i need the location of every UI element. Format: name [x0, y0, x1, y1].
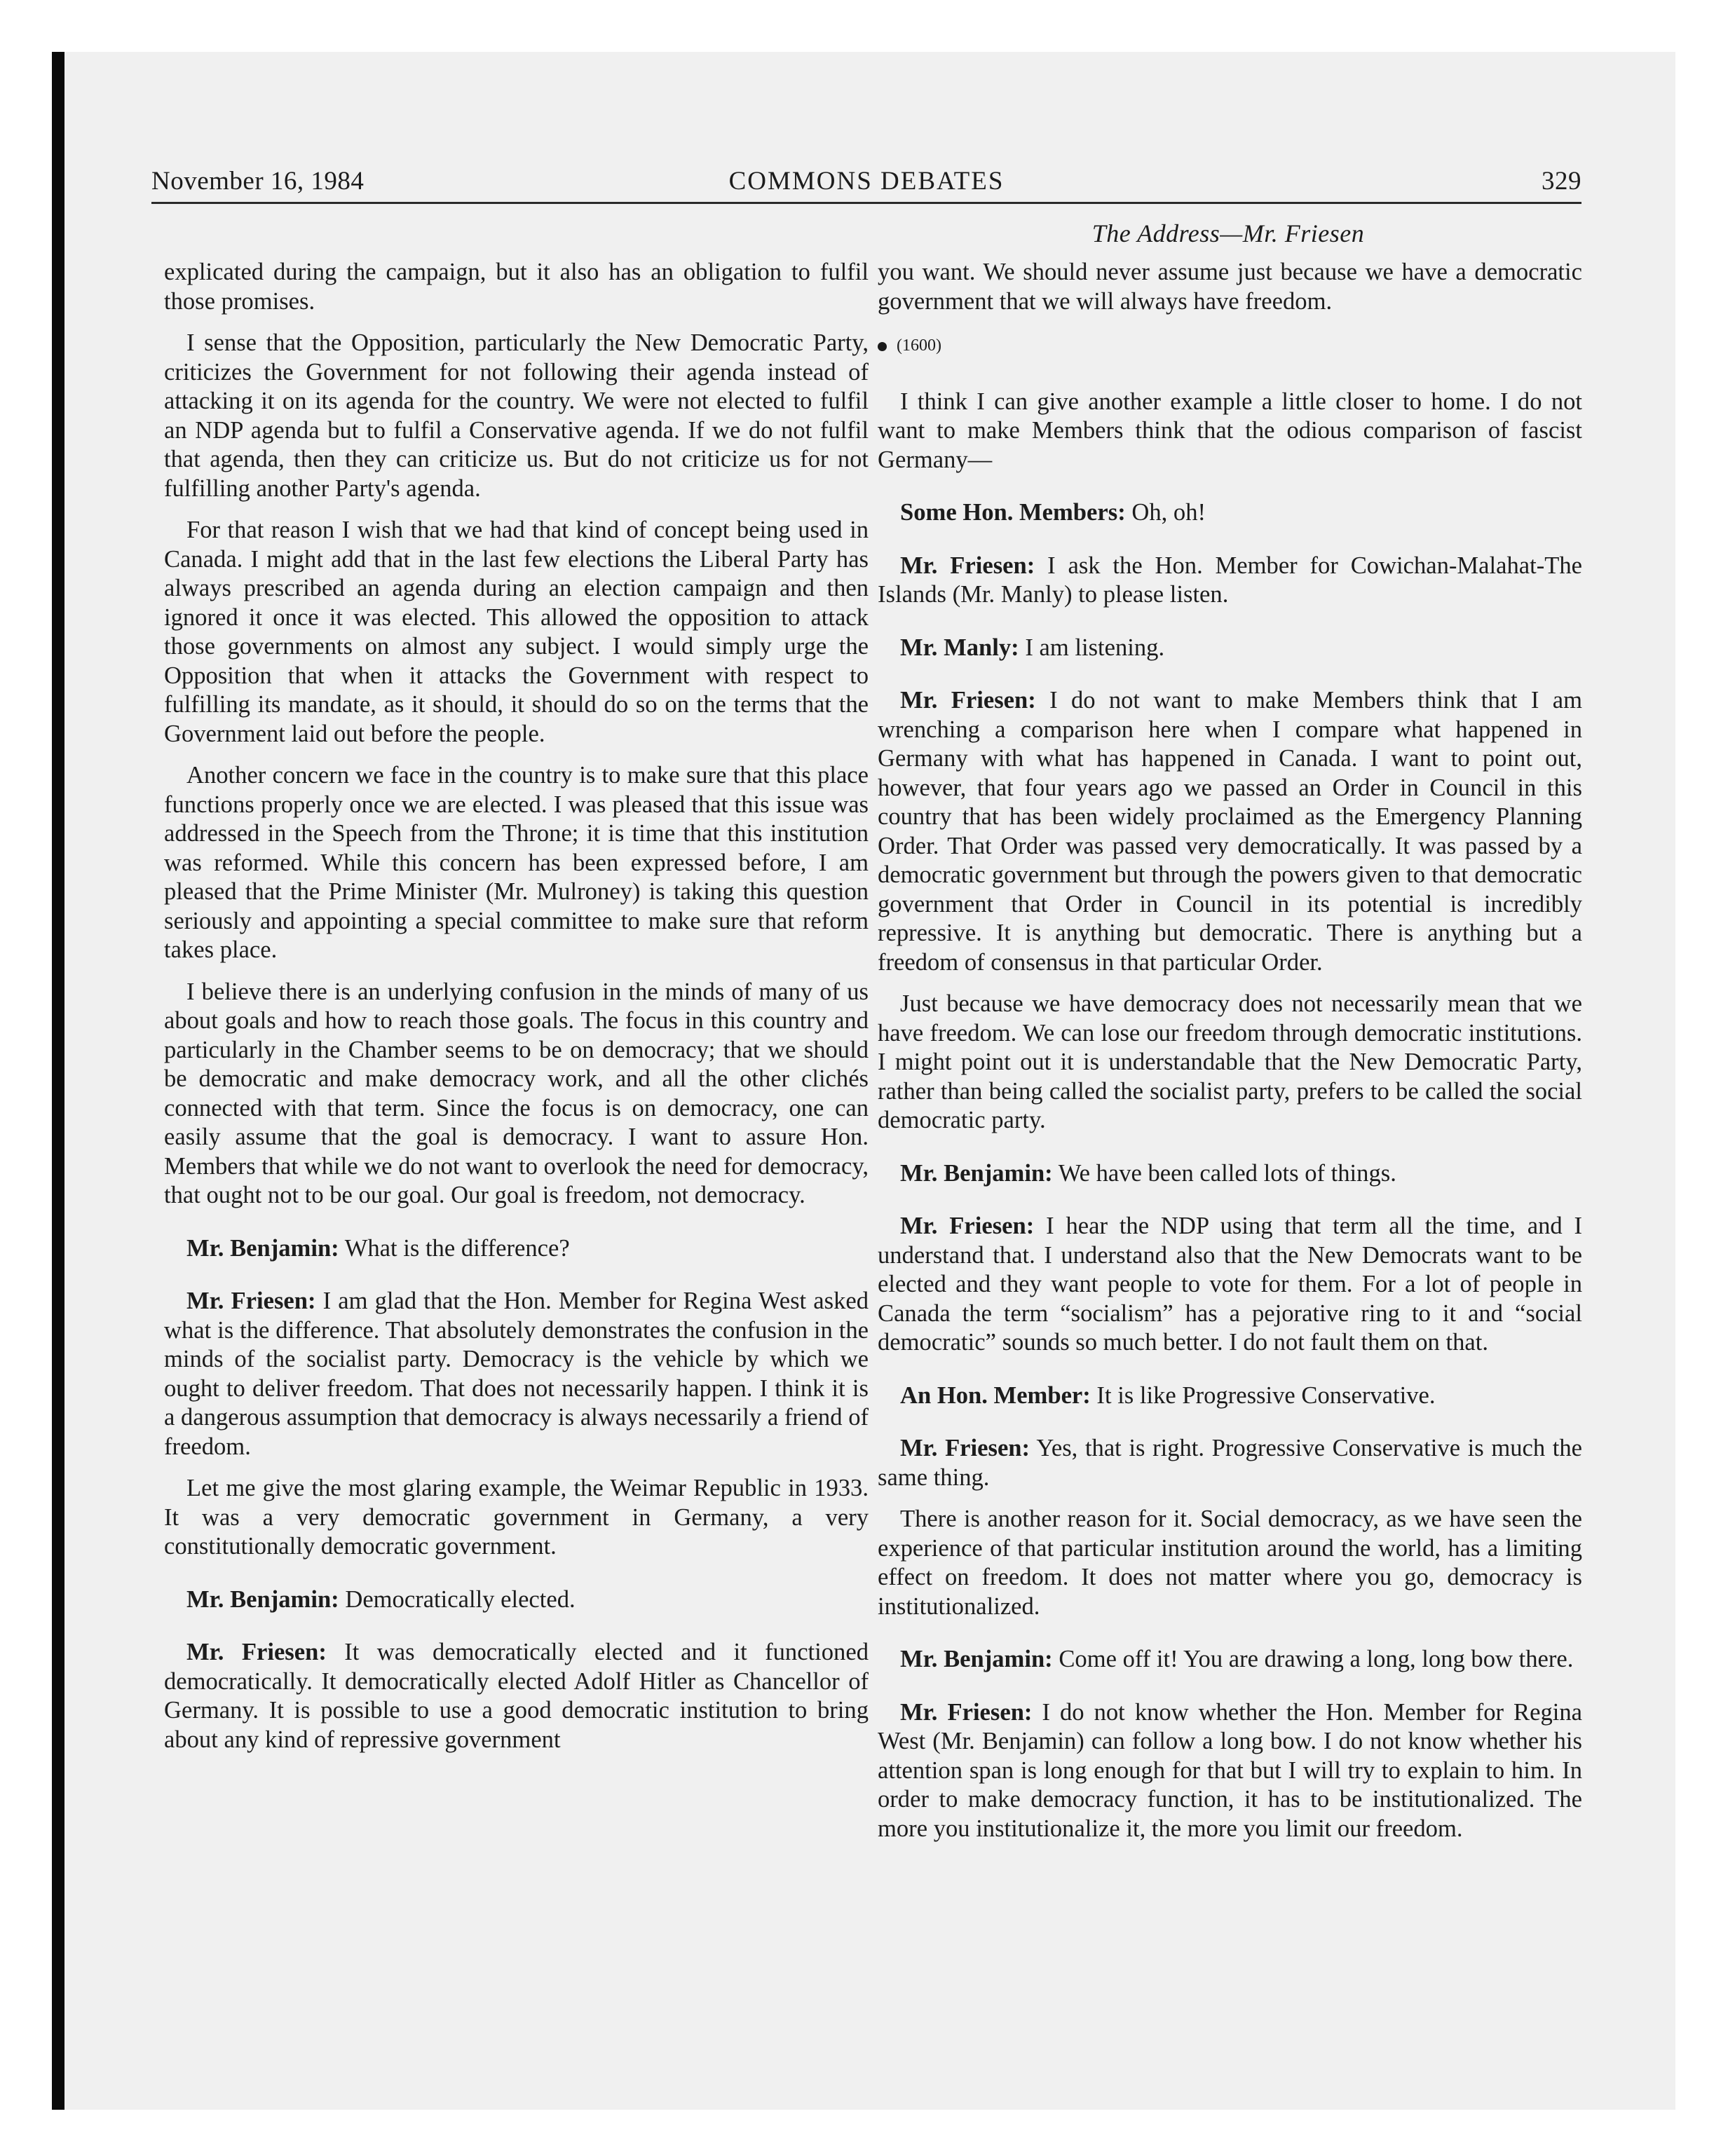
paragraph: you want. We should never assume just because we have a democratic government that we will always have freedom. — [878, 259, 1582, 315]
bullet-icon — [878, 342, 887, 351]
speech — [878, 552, 1582, 610]
speech-text: I do not know whether the Hon. Member for Regina West (Mr. Benjamin) can follow a long bow. I do not know whether his attention span is long enough for that but I will try to explain to him. In order to make democracy function, it has to be institutionalized. The more you institutionalize it, the more you limit our freedom. — [878, 1698, 1582, 1842]
paragraph: Another concern we face in the country is to make sure that this place functions properly once we are elected. I was pleased that this issue was addressed in the Speech from the Throne; it is time that this institution was reformed. While this concern has been expressed before, I am pleased that the Prime Minister (Mr. Mulroney) is taking this question seriously and appointing a special committee to make sure that reform takes place. — [164, 762, 869, 963]
speech-text: We have been called lots of things. — [1052, 1159, 1396, 1187]
speech-text: I ask the Hon. Member for Cowichan-Malahat-The Islands (Mr. Manly) to please listen. — [878, 552, 1582, 608]
speech — [878, 1698, 1582, 1844]
left-column — [164, 258, 869, 1778]
header-publication: COMMONS DEBATES — [728, 167, 1005, 196]
speech-text: Oh, oh! — [1125, 499, 1206, 526]
speech — [164, 1585, 869, 1615]
paragraph: For that reason I wish that we had that kind of concept being used in Canada. I might add that in the last few elections the Liberal Party has always prescribed an agenda during an election campaign and then ignored it once it was elected. This allowed the opposition to attack those governments on almost any subject. I would simply urge the Opposition that when it attacks the Government with respect to fulfilling its mandate, as it should, it should do so on the terms that the Government laid out before the people. — [164, 517, 869, 747]
paragraph: There is another reason for it. Social democracy, as we have seen the experience of that particular institution around the world, has a limiting effect on freedom. It does not matter where you go, democracy is institutionalized. — [878, 1506, 1582, 1620]
paragraph: explicated during the campaign, but it also has an obligation to fulfil those promises. — [164, 259, 869, 315]
paragraph: I think I can give another example a little closer to home. I do not want to make Members think that the odious comparison of fascist Germany— — [878, 388, 1582, 473]
speaker-name: Mr. Friesen: — [186, 1639, 327, 1665]
speech — [878, 498, 1582, 528]
speech — [878, 1159, 1582, 1189]
speaker-name: Mr. Friesen: — [900, 1698, 1033, 1726]
speech — [878, 1212, 1582, 1358]
speaker-name: Some Hon. Members: — [900, 499, 1126, 526]
timestamp — [878, 332, 1582, 361]
speech-text: Come off it! You are drawing a long, long bow there. — [1052, 1646, 1574, 1672]
paragraph: Let me give the most glaring example, the Weimar Republic in 1933. It was a very democratic government in Germany, a very constitutionally democratic government. — [164, 1475, 869, 1560]
speech-text: I am glad that the Hon. Member for Regina West asked what is the difference. That absolutely demonstrates the confusion in the minds of the socialist party. Democracy is the vehicle by which we ought to deliver freedom. That does not necessarily happen. I think it is a dangerous assumption that democracy is always necessarily a friend of freedom. — [164, 1288, 869, 1460]
speaker-name: Mr. Friesen: — [900, 1213, 1035, 1239]
speaker-name: Mr. Benjamin: — [186, 1585, 339, 1613]
speech-text: I am listening. — [1019, 634, 1165, 661]
speech — [878, 1381, 1582, 1411]
speech-text: It is like Progressive Conservative. — [1090, 1381, 1436, 1409]
speech-text: I do not want to make Members think that I am wrenching a comparison here when I compare what happened in Germany with what has happened in Canada. I want to point out, however, that four years ago we passed an Order in Council in this country that has been widely proclaimed as the Emergency Planning Order. That Order was passed very democratically. It was passed by a democratic government but through the powers given to that democratic government that Order in Council in its potential is incredibly repressive. It is anything but democratic. There is anything but a freedom of consensus in that particular Order. — [878, 687, 1582, 976]
header-date: November 16, 1984 — [151, 167, 365, 196]
speaker-name: Mr. Benjamin: — [900, 1159, 1053, 1187]
speaker-name: Mr. Manly: — [900, 634, 1019, 661]
page-number: 329 — [1542, 167, 1581, 196]
speech-text: Yes, that is right. Progressive Conservative is much the same thing. — [878, 1435, 1582, 1491]
paragraph: Just because we have democracy does not necessarily mean that we have freedom. We can lose our freedom through democratic institutions. I might point out it is understandable that the New Democratic Party, rather than being called the socialist party, prefers to be called the social democratic party. — [878, 990, 1582, 1133]
speech — [878, 1434, 1582, 1492]
speech — [878, 1645, 1582, 1674]
paragraph: I sense that the Opposition, particularly the New Democratic Party, criticizes the Government for not following their agenda instead of attacking it on its agenda for the country. We were not elected to fulfil an NDP agenda but to fulfil a Conservative agenda. If we do not fulfil that agenda, then they can criticize us. But do not criticize us for not fulfilling another Party's agenda. — [164, 329, 869, 502]
speaker-name: Mr. Friesen: — [900, 687, 1036, 714]
running-header — [151, 163, 1581, 204]
speaker-name: Mr. Friesen: — [900, 552, 1035, 579]
speech — [878, 686, 1582, 977]
speech-text: It was democratically elected and it functioned democratically. It democratically elected Adolf Hitler as Chancellor of Germany. It is possible to use a good democratic institution to bring about any kind of repressive government — [164, 1639, 869, 1753]
page-binding-edge — [52, 52, 64, 2110]
speech — [878, 634, 1582, 663]
paragraph: I believe there is an underlying confusion in the minds of many of us about goals and how to reach those goals. The focus in this country and particularly in the Chamber seems to be on democracy; that we should be democratic and make democracy work, and all the other clichés connected with that term. Since the focus is on democracy, one can easily assume that the goal is democracy. I want to assure Hon. Members that while we do not want to overlook the need for democracy, that ought not to be our goal. Our goal is freedom, not democracy. — [164, 978, 869, 1208]
section-title: The Address—Mr. Friesen — [1091, 219, 1365, 247]
speaker-name: An Hon. Member: — [900, 1381, 1091, 1409]
timestamp-text: (1600) — [897, 336, 941, 355]
right-column — [878, 258, 1582, 1867]
speaker-name: Mr. Friesen: — [186, 1288, 316, 1314]
speech-text: What is the difference? — [339, 1234, 570, 1262]
speech — [164, 1287, 869, 1461]
speaker-name: Mr. Benjamin: — [900, 1646, 1053, 1672]
speech — [164, 1638, 869, 1754]
speech-text: Democratically elected. — [339, 1585, 576, 1613]
speaker-name: Mr. Friesen: — [900, 1435, 1030, 1461]
speaker-name: Mr. Benjamin: — [186, 1234, 339, 1262]
speech — [164, 1234, 869, 1264]
speech-text: I hear the NDP using that term all the time, and I understand that. I understand also that the New Democrats want to be elected and they want people to vote for them. For a lot of people in Canada the term “socialism” has a pejorative ring to it and “social democratic” sounds so much better. I do not fault them on that. — [878, 1213, 1583, 1356]
